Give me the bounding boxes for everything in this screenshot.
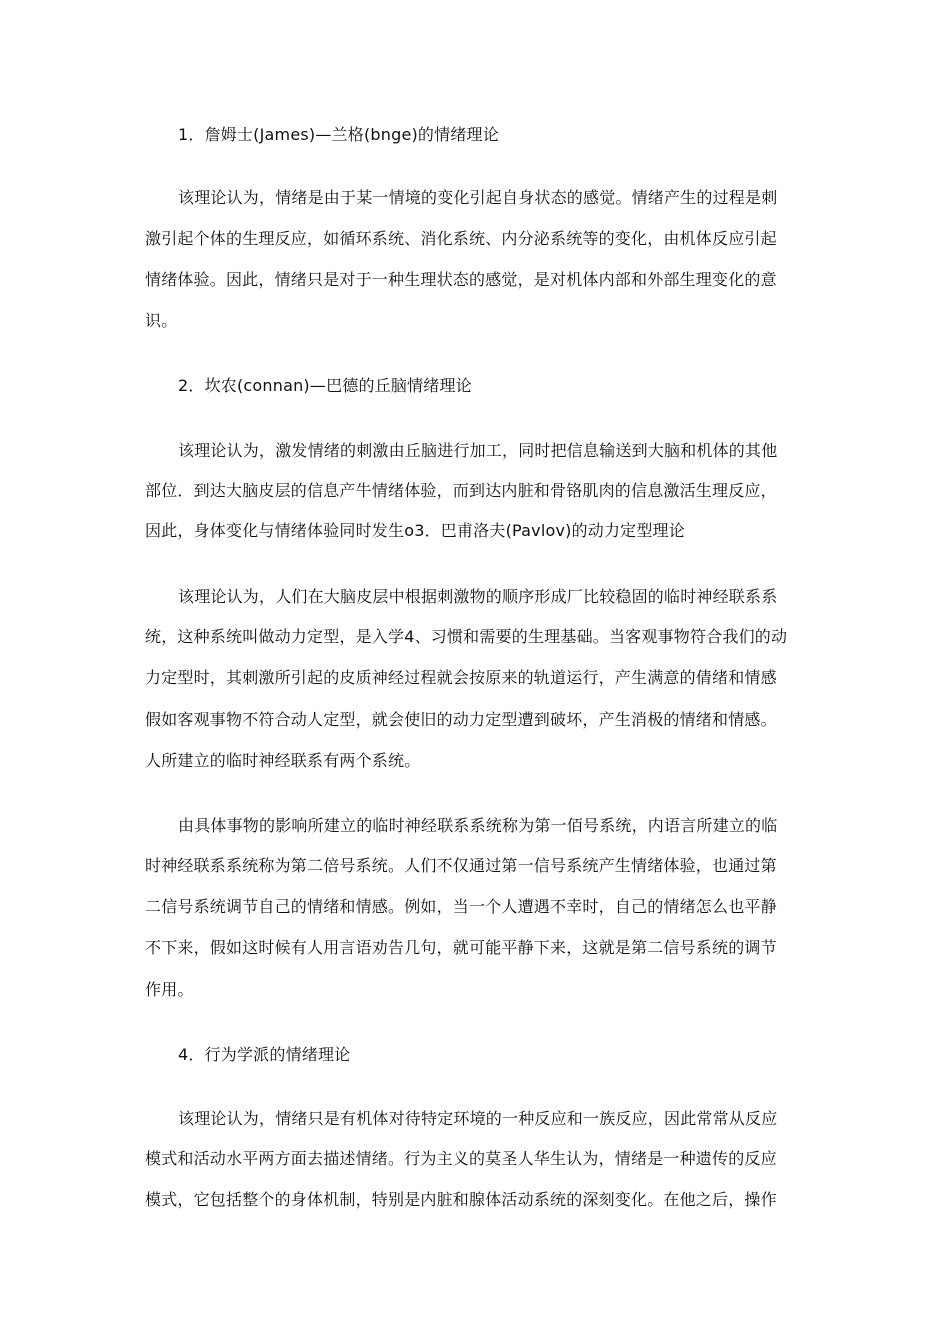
paragraph-line: 该理论认为，激发情绪的刺激由丘脑进行加工，同时把信息输送到大脑和机体的其他 xyxy=(178,441,778,460)
paragraph-line: 不下来，假如这时候有人用言语劝告几句，就可能平静下来，这就是第二信号系统的调节 xyxy=(145,938,777,957)
paragraph-line: 模式，它包括整个的身体机制，特别是内脏和腺体活动系统的深刻变化。在他之后，操作 xyxy=(145,1190,777,1209)
paragraph-line: 该理论认为，情绪只是有机体对待特定环境的一种反应和一族反应，因此常常从反应 xyxy=(178,1109,778,1128)
paragraph-line: 作用。 xyxy=(145,980,194,999)
paragraph-line: 部位．到达大脑皮层的信息产牛情绪体验，而到达内脏和骨铬肌肉的信息激活生理反应， xyxy=(145,481,777,500)
section-heading: 2．坎农(connan)—巴德的丘脑情绪理论 xyxy=(178,376,472,395)
paragraph-line: 力定型时，其刺激所引起的皮质神经过程就会按原来的轨道运行，产生满意的倩绪和情感 xyxy=(145,668,777,687)
paragraph-line: 该理论认为，人们在大脑皮层中根据刺激物的顺序形成厂比较稳固的临时神经联系系 xyxy=(178,587,778,606)
paragraph-line: 该理论认为，情绪是由于某一情境的变化引起自身状态的感觉。情绪产生的过程是刺 xyxy=(178,188,778,207)
paragraph-line: 二信号系统调节自己的情绪和情感。例如，当一个人遭遇不幸时，自己的情绪怎么也平静 xyxy=(145,897,777,916)
section-heading: 1．詹姆士(James)—兰格(bnge)的情绪理论 xyxy=(178,125,499,144)
paragraph-line: 模式和活动水平两方面去描述情绪。行为主义的莫圣人华生认为，情绪是一种遗传的反应 xyxy=(145,1149,777,1168)
paragraph-line: 因此，身体变化与情绪体验同时发生o3．巴甫洛夫(Pavlov)的动力定型理论 xyxy=(145,521,685,540)
paragraph-line: 情绪体验。因此，情绪只是对于一种生理状态的感觉，是对机体内部和外部生理变化的意 xyxy=(145,270,777,289)
paragraph-line: 统，这种系统叫做动力定型，是入学4、习惯和需要的生理基础。当客观事物符合我们的动 xyxy=(145,627,788,646)
paragraph-line: 识。 xyxy=(145,311,178,330)
paragraph-line: 激引起个体的生理反应，如循环系统、消化系统、内分泌系统等的变化，由机体反应引起 xyxy=(145,229,777,248)
paragraph-line: 时神经联系系统称为第二倍号系统。人们不仅通过第一信号系统产生情绪体验，也通过第 xyxy=(145,856,777,875)
paragraph-line: 假如客观事物不符合动人定型，就会使旧的动力定型遭到破坏，产生消极的情绪和情感。 xyxy=(145,710,777,729)
section-heading: 4．行为学派的情绪理论 xyxy=(178,1045,351,1064)
paragraph-line: 人所建立的临时神经联系有两个系统。 xyxy=(145,751,421,770)
paragraph-line: 由具体事物的影响所建立的临时神经联系系统称为第一佰号系统，内语言所建立的临 xyxy=(178,816,778,835)
